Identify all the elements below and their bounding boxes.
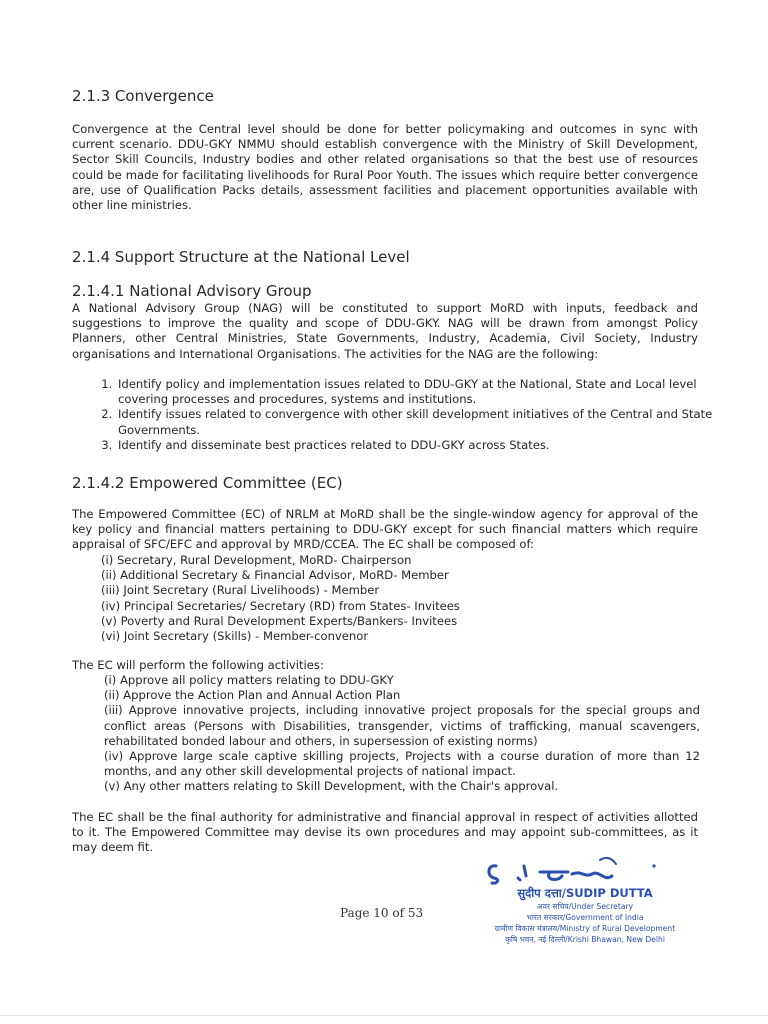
stamp-line: भारत सरकार/Government of India [526,913,644,922]
list-item: (i) Approve all policy matters relating to DDU-GKY [104,673,394,687]
list-item: (vi) Joint Secretary (Skills) - Member-convenor [101,629,369,644]
stamp-line: ग्रामीण विकास मंत्रालय/Ministry of Rural Development [494,924,676,933]
list-item: (v) Any other matters relating to Skill Development, with the Chair's approval. [104,779,559,794]
list-item: (iv) Principal Secretaries/ Secretary (RD) from States- Invitees [101,598,460,613]
signature-icon [472,852,662,890]
page-number: Page 10 of 53 [340,906,424,920]
support-structure-heading: 2.1.4 Support Structure at the National Level [72,248,410,266]
list-item: (iii) Joint Secretary (Rural Livelihoods) - Member [101,583,380,598]
ec-activities-intro: The EC will perform the following activities: [72,658,324,672]
stamp-line: कृषि भवन, नई दिल्ली/Krishi Bhawan, New Delhi [505,935,665,944]
list-item: (ii) Approve the Action Plan and Annual Action Plan [104,688,401,703]
nag-heading: 2.1.4.1 National Advisory Group [72,282,312,300]
stamp-name: सुदीप दत्ता/SUDIP DUTTA [517,886,653,900]
official-stamp [460,852,680,945]
ec-activities-list [104,673,700,795]
list-item: (i) Secretary, Rural Development, MoRD- Chairperson [101,553,412,567]
list-item: (v) Poverty and Rural Development Experts/Bankers- Invitees [101,613,458,628]
page-bottom-divider [0,1015,768,1016]
nag-paragraph: A National Advisory Group (NAG) will be constituted to support MoRD with inputs, feedback and suggestions to improve the quality and scope of DDU-GKY. NAG will be drawn from amongst Policy Planners, other Central Ministries, State Governments, Industry, Academia, Civil Society, Industry organisations and International Organisations. The activities for the NAG are the following: [72,301,698,361]
list-item: (iii) Approve innovative projects, including innovative project proposals for the special groups and conflict areas (Persons with Disabilities, transgender, victims of trafficking, manual scavengers, rehabilitated bonded labour and others, in supersession of existing norms) [104,703,700,748]
list-item: (ii) Additional Secretary & Financial Advisor, MoRD- Member [101,568,449,583]
ec-heading: 2.1.4.2 Empowered Committee (EC) [72,474,343,492]
list-item: 1. Identify policy and implementation issues related to DDU-GKY at the National, State and Local level covering processes and procedures, systems and institutions. [116,377,724,407]
list-item: 3. Identify and disseminate best practices related to DDU-GKY across States. [116,438,724,453]
list-item: 2. Identify issues related to convergence with other skill development initiatives of the Central and State Governments. [116,407,724,437]
nag-activities-list [90,377,724,453]
stamp-line: अवर सचिव/Under Secretary [536,902,634,911]
convergence-heading: 2.1.3 Convergence [72,87,214,105]
list-item: (iv) Approve large scale captive skilling projects, Projects with a course duration of more than 12 months, and any other skill developmental projects of national impact. [104,749,700,779]
ec-members-list [101,553,460,644]
ec-closing-paragraph: The EC shall be the final authority for administrative and financial approval in respect of activities allotted to it. The Empowered Committee may devise its own procedures and may appoint sub-committees, as it may deem fit. [72,810,698,855]
convergence-paragraph: Convergence at the Central level should be done for better policymaking and outcomes in sync with current scenario. DDU-GKY NMMU should establish convergence with the Ministry of Skill Development, Sector Skill Councils, Industry bodies and other related organisations so that the best use of resources could be made for facilitating livelihoods for Rural Poor Youth. The issues which require better convergence are, use of Qualification Packs details, assessment facilities and placement opportunities available with other line ministries. [72,122,698,213]
ec-intro-paragraph: The Empowered Committee (EC) of NRLM at MoRD shall be the single-window agency for approval of the key policy and financial matters pertaining to DDU-GKY except for such financial matters which require appraisal of SFC/EFC and approval by MRD/CCEA. The EC shall be composed of: [72,507,698,552]
